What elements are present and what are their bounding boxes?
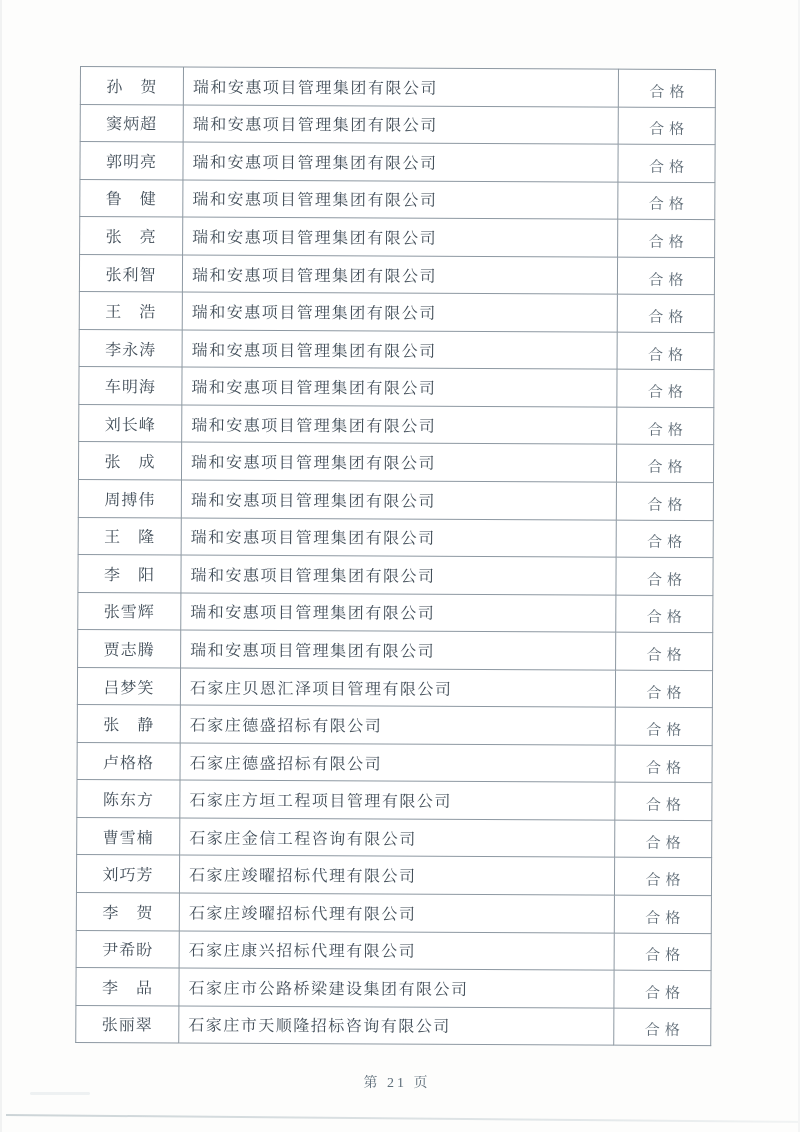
company-cell: 瑞和安惠项目管理集团有限公司 [181,442,616,482]
result-cell: 合格 [616,520,713,558]
table-row [79,329,714,370]
table-row [79,254,714,295]
name-cell: 李永涛 [79,329,182,367]
result-cell: 合格 [615,670,712,708]
table-row [78,630,713,671]
name-cell: 张雪辉 [78,592,181,630]
result-cell: 合格 [614,895,711,933]
company-cell: 瑞和安惠项目管理集团有限公司 [181,555,616,595]
table-row [78,442,713,483]
table-row [80,67,715,108]
table-row [76,968,711,1009]
result-cell: 合格 [617,294,714,332]
table-row [80,104,715,145]
table-row [78,517,713,558]
result-cell: 合格 [618,107,715,145]
name-cell: 李 贺 [76,893,179,931]
table-row [78,592,713,633]
table-row [80,142,715,183]
result-cell: 合格 [617,332,714,370]
company-cell: 瑞和安惠项目管理集团有限公司 [182,255,617,295]
result-cell: 合格 [614,1008,711,1046]
table-row [79,367,714,408]
company-cell: 石家庄贝恩汇泽项目管理有限公司 [180,668,615,708]
name-cell: 张利智 [79,254,182,292]
company-cell: 瑞和安惠项目管理集团有限公司 [181,593,616,633]
company-cell: 石家庄方垣工程项目管理有限公司 [180,780,615,820]
scan-smudge-artifact [30,1092,90,1095]
name-cell: 李 阳 [78,555,181,593]
result-cell: 合格 [618,69,715,107]
table-row [80,179,715,220]
result-cell: 合格 [615,707,712,745]
table-row [78,480,713,521]
name-cell: 曹雪楠 [77,817,180,855]
table-row [76,1005,711,1046]
company-cell: 瑞和安惠项目管理集团有限公司 [183,67,618,107]
table-row [76,893,711,934]
name-cell: 张 静 [77,705,180,743]
company-cell: 石家庄康兴招标代理有限公司 [179,931,614,971]
result-cell: 合格 [615,820,712,858]
result-cell: 合格 [618,144,715,182]
result-cell: 合格 [616,482,713,520]
name-cell: 卢格格 [77,742,180,780]
name-cell: 周搏伟 [78,480,181,518]
company-cell: 瑞和安惠项目管理集团有限公司 [182,367,617,407]
name-cell: 王 隆 [78,517,181,555]
company-cell: 石家庄德盛招标有限公司 [180,743,615,783]
result-cell: 合格 [618,219,715,257]
page-number: 第 21 页 [363,1076,431,1091]
name-cell: 孙 贺 [80,67,183,105]
name-cell: 张 亮 [80,217,183,255]
company-cell: 石家庄德盛招标有限公司 [180,705,615,745]
scan-edge-artifact [6,1114,800,1125]
name-cell: 尹希盼 [76,930,179,968]
name-cell: 鲁 健 [80,179,183,217]
table-row [79,404,714,445]
name-cell: 窦炳超 [80,104,183,142]
name-cell: 王 浩 [79,292,182,330]
table-row [77,817,712,858]
table-row [80,217,715,258]
table-row [79,292,714,333]
company-cell: 瑞和安惠项目管理集团有限公司 [183,180,618,220]
company-cell: 石家庄竣曜招标代理有限公司 [179,893,614,933]
name-cell: 吕梦笑 [77,667,180,705]
name-cell: 贾志腾 [78,630,181,668]
name-cell: 张 成 [78,442,181,480]
table-row [77,780,712,821]
result-cell: 合格 [615,745,712,783]
table-row [78,555,713,596]
company-cell: 石家庄金信工程咨询有限公司 [180,818,615,858]
company-cell: 瑞和安惠项目管理集团有限公司 [181,518,616,558]
result-cell: 合格 [616,557,713,595]
table-row [77,667,712,708]
result-cell: 合格 [614,933,711,971]
name-cell: 刘长峰 [79,404,182,442]
result-cell: 合格 [614,970,711,1008]
results-table-body [76,67,716,1046]
results-table [75,66,716,1046]
company-cell: 石家庄市公路桥梁建设集团有限公司 [179,968,614,1008]
result-cell: 合格 [617,370,714,408]
result-cell: 合格 [616,595,713,633]
company-cell: 石家庄市天顺隆招标咨询有限公司 [179,1006,614,1046]
company-cell: 石家庄竣曜招标代理有限公司 [179,855,614,895]
company-cell: 瑞和安惠项目管理集团有限公司 [182,330,617,370]
company-cell: 瑞和安惠项目管理集团有限公司 [183,105,618,145]
result-cell: 合格 [616,445,713,483]
name-cell: 陈东方 [77,780,180,818]
company-cell: 瑞和安惠项目管理集团有限公司 [182,405,617,445]
result-cell: 合格 [616,632,713,670]
company-cell: 瑞和安惠项目管理集团有限公司 [181,630,616,670]
company-cell: 瑞和安惠项目管理集团有限公司 [181,480,616,520]
name-cell: 李 品 [76,968,179,1006]
result-cell: 合格 [615,783,712,821]
result-cell: 合格 [617,407,714,445]
company-cell: 瑞和安惠项目管理集团有限公司 [183,142,618,182]
name-cell: 张丽翠 [76,1005,179,1043]
name-cell: 刘巧芳 [76,855,179,893]
table-row [77,742,712,783]
table-row [76,930,711,971]
company-cell: 瑞和安惠项目管理集团有限公司 [182,292,617,332]
company-cell: 瑞和安惠项目管理集团有限公司 [183,217,618,257]
result-cell: 合格 [617,257,714,295]
result-cell: 合格 [618,182,715,220]
name-cell: 郭明亮 [80,142,183,180]
table-row [77,705,712,746]
name-cell: 车明海 [79,367,182,405]
result-cell: 合格 [614,858,711,896]
table-row [76,855,711,896]
